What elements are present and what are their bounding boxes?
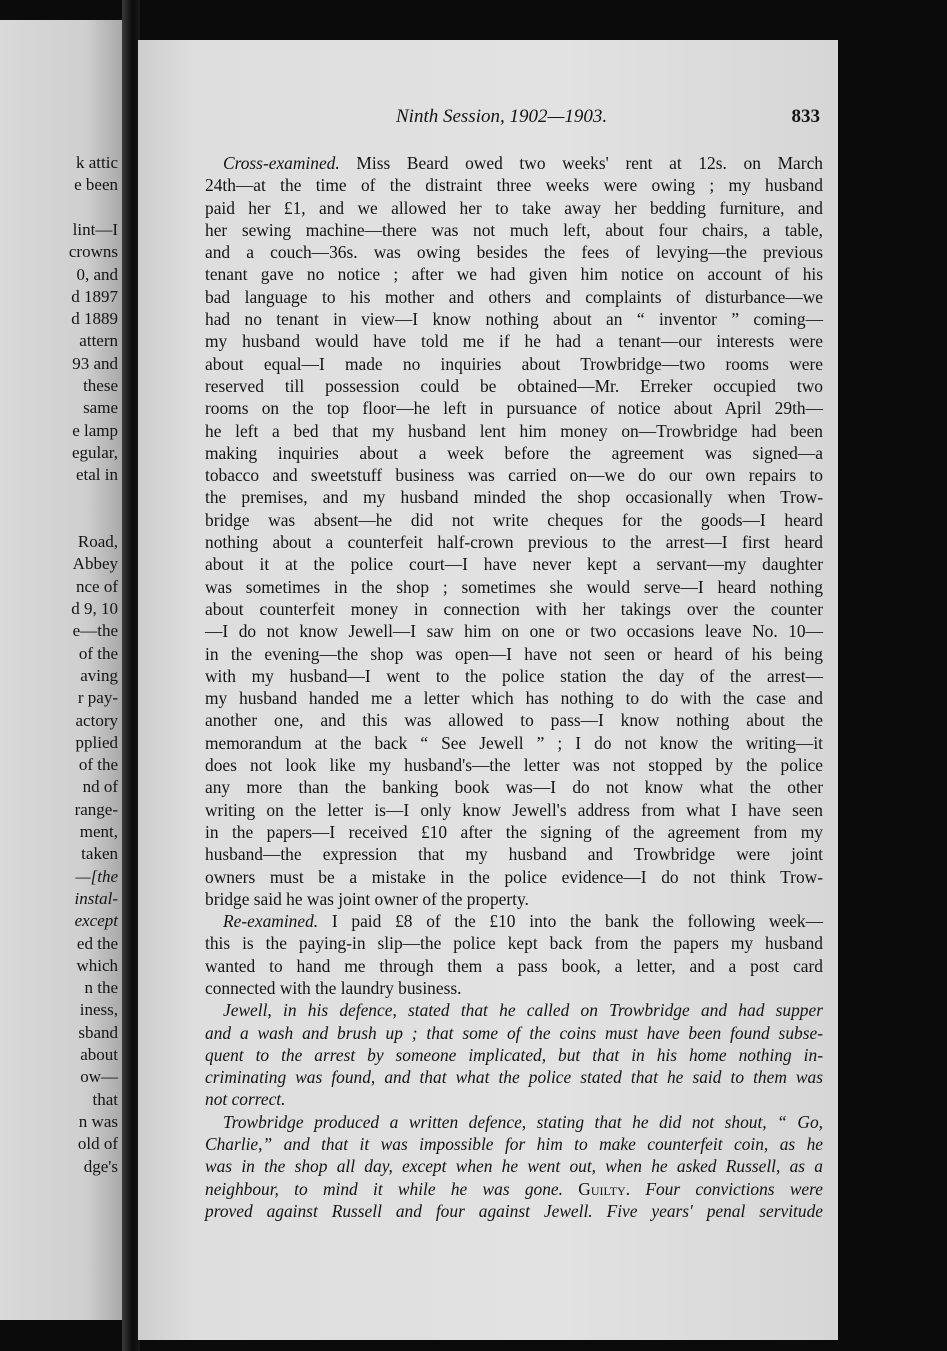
running-header	[138, 106, 818, 130]
left-page-fragment: d 1897	[71, 286, 118, 306]
left-page-fragment: about	[80, 1045, 118, 1064]
text-line: reserved till possession could be obtained—Mr. Erreker occupied two	[205, 375, 823, 396]
text-line: about equal—I made no inquiries about Trowbridge—two rooms were	[205, 353, 823, 374]
text-line: he left a bed that my husband lent him money on—Trowbridge had been	[205, 420, 823, 441]
text-line: memorandum at the back “ See Jewell ” ; I do not know the writing—it	[205, 732, 823, 753]
left-page-fragment: taken	[81, 844, 118, 864]
left-page-fragment: these	[83, 376, 118, 395]
page-edge	[838, 0, 947, 1351]
text-line: tenant gave no notice ; after we had given him notice on account of his	[205, 264, 823, 285]
text-line: the premises, and my husband minded the shop occasionally when Trow-	[205, 487, 823, 508]
text-line: does not look like my husband's—the letter was not stopped by the police	[205, 755, 823, 776]
left-page-fragment: of the	[78, 643, 118, 663]
text-line: bridge said he was joint owner of the property.	[205, 888, 529, 909]
trowbridge-defence-paragraph	[205, 1111, 823, 1178]
text-line: my husband handed me a letter which has nothing to do with the case and	[205, 688, 823, 709]
text-line: another one, and this was allowed to pass—I know nothing about the	[205, 710, 823, 731]
left-page-fragment: nd of	[82, 777, 118, 797]
left-page-fragment: instal-	[74, 888, 118, 908]
left-page-fragment: attern	[79, 331, 118, 351]
left-page-fragment: nce of	[75, 576, 118, 596]
left-page-fragment: 93 and	[72, 353, 118, 373]
left-page-fragment: n the	[84, 978, 118, 998]
left-page-fragment: 0, and	[76, 264, 118, 284]
re-examined-paragraph	[205, 932, 823, 999]
text-line: not correct.	[205, 1089, 286, 1110]
left-page-fragment: e lamp	[72, 420, 118, 440]
left-page-fragment: lint—I	[72, 219, 118, 239]
cross-examined-first-line: Cross-examined. Miss Beard owed two weeks' rent at 12s. on March	[223, 153, 823, 173]
text-line: connected with the laundry business.	[205, 977, 462, 998]
text-line: Jewell, in his defence, stated that he called on Trowbridge and had supper	[223, 1000, 823, 1021]
cross-examined-paragraph	[205, 174, 823, 910]
text-line: this is the paying-in slip—the police kept back from the papers my husband	[205, 933, 823, 954]
cross-examined-label: Cross-examined.	[223, 153, 340, 173]
text-line: and a wash and brush up ; that some of the coins must have been found subse-	[205, 1022, 823, 1043]
re-examined-first-line: Re-examined. I paid £8 of the £10 into the bank the following week—	[223, 911, 823, 932]
text-line: wanted to hand me through them a pass book, a letter, and a post card	[205, 955, 823, 976]
text-line: was in the shop all day, except when he went out, when he asked Russell, as a	[205, 1156, 823, 1177]
left-page-fragment: n was	[78, 1111, 118, 1131]
page-title: Ninth Session, 1902—1903.	[396, 106, 608, 127]
text-line: her sewing machine—there was not much left, about four chairs, a table,	[205, 219, 823, 240]
text-line: making inquiries about a week before the agreement was signed—a	[205, 442, 823, 463]
text-line: about it at the police court—I have never kept a servant—my daughter	[205, 554, 823, 575]
text-line: bad language to his mother and others and complaints of disturbance—we	[205, 286, 823, 307]
left-page-fragment: d 1889	[71, 309, 118, 329]
left-page-fragment: Road,	[77, 532, 118, 552]
text-line: Trowbridge produced a written defence, stating that he did not shout, “ Go,	[223, 1111, 823, 1132]
right-page	[138, 40, 838, 1340]
left-page-fragment: k attic	[75, 153, 118, 172]
text-line: and a couch—36s. was owing besides the fees of levying—the previous	[205, 242, 823, 263]
left-page-fragment: of the	[78, 755, 118, 775]
left-page-fragment: ow—	[80, 1067, 118, 1087]
text-line: —I do not know Jewell—I saw him on one or two occasions leave No. 10—	[205, 621, 823, 642]
text-line: about counterfeit money in connection with her takings over the counter	[205, 598, 823, 619]
left-page-fragment: actory	[75, 710, 118, 730]
text-line: any more than the banking book was—I do not know what the other	[205, 777, 823, 798]
text-line: tobacco and sweetstuff business was carried on—we do our own repairs to	[205, 465, 823, 486]
text-line: proved against Russell and four against Jewell. Five years' penal servitude	[205, 1200, 823, 1221]
left-page	[0, 20, 122, 1320]
text-line: writing on the letter is—I only know Jewell's address from what I have seen	[205, 799, 823, 820]
jewell-defence-paragraph	[205, 999, 823, 1110]
text-line: had no tenant in view—I know nothing about an “ inventor ” coming—	[205, 309, 823, 330]
text-line: neighbour, to mind it while he was gone. Guilty. Four convictions were	[205, 1178, 823, 1199]
text-line: with my husband—I went to the police station the day of the arrest—	[205, 665, 823, 686]
text-line: owners must be a mistake in the police evidence—I do not think Trow-	[205, 866, 823, 887]
text-line: my husband would have told me if he had a tenant—our interests were	[205, 331, 823, 352]
left-page-fragment: except	[74, 911, 118, 931]
text-line: quent to the arrest by someone implicated, but that in his home nothing in-	[205, 1044, 823, 1065]
text-line: was sometimes in the shop ; sometimes she would serve—I heard nothing	[205, 576, 823, 597]
left-page-fragment: —[the	[75, 866, 118, 886]
re-examined-label: Re-examined.	[223, 911, 319, 932]
left-page-fragment: d 9, 10	[71, 599, 118, 618]
left-page-fragment: e been	[74, 175, 118, 195]
left-page-fragment: r pay-	[77, 688, 118, 708]
left-page-fragment: range-	[74, 799, 118, 819]
left-page-fragment: dge's	[83, 1156, 118, 1176]
text-line: bridge was absent—he did not write cheques for the goods—I heard	[205, 509, 823, 530]
left-page-fragment: old of	[77, 1134, 118, 1154]
left-page-fragment: e—the	[72, 621, 118, 641]
text-line: paid her £1, and we allowed her to take away her bedding furniture, and	[205, 197, 823, 218]
text-line: in the evening—the shop was open—I have not seen or heard of his being	[205, 643, 823, 664]
text-line: nothing about a counterfeit half-crown previous to the arrest—I first heard	[205, 532, 823, 553]
left-page-fragment: sband	[78, 1022, 118, 1042]
text-line: criminating was found, and that what the police stated that he said to them was	[205, 1067, 823, 1088]
verdict: Guilty.	[578, 1178, 631, 1199]
body-text	[205, 152, 823, 1222]
text-line: Charlie,” and that it was impossible for him to make counterfeit coin, as he	[205, 1134, 823, 1155]
text-line: 24th—at the time of the distraint three weeks were owing ; my husband	[205, 175, 823, 196]
left-page-fragment: pplied	[75, 732, 118, 752]
left-page-fragment: crowns	[68, 242, 118, 262]
left-page-fragment: ment,	[79, 822, 118, 841]
left-page-fragment: etal in	[75, 465, 118, 485]
text-line: husband—the expression that my husband and Trowbridge were joint	[205, 844, 823, 865]
page-number: 833	[791, 106, 820, 127]
left-page-fragment: ed the	[76, 933, 118, 953]
text-line: rooms on the top floor—he left in pursuance of notice about April 29th—	[205, 398, 823, 419]
left-page-fragment: egular,	[71, 442, 118, 462]
left-page-fragment: Abbey	[72, 554, 118, 574]
text-line: in the papers—I received £10 after the signing of the agreement from my	[205, 821, 823, 842]
left-page-fragment: aving	[80, 665, 118, 685]
left-page-fragment: iness,	[79, 1000, 118, 1020]
left-page-fragment: that	[92, 1089, 118, 1109]
left-page-fragment: which	[76, 955, 118, 975]
left-page-fragment: same	[83, 398, 118, 418]
